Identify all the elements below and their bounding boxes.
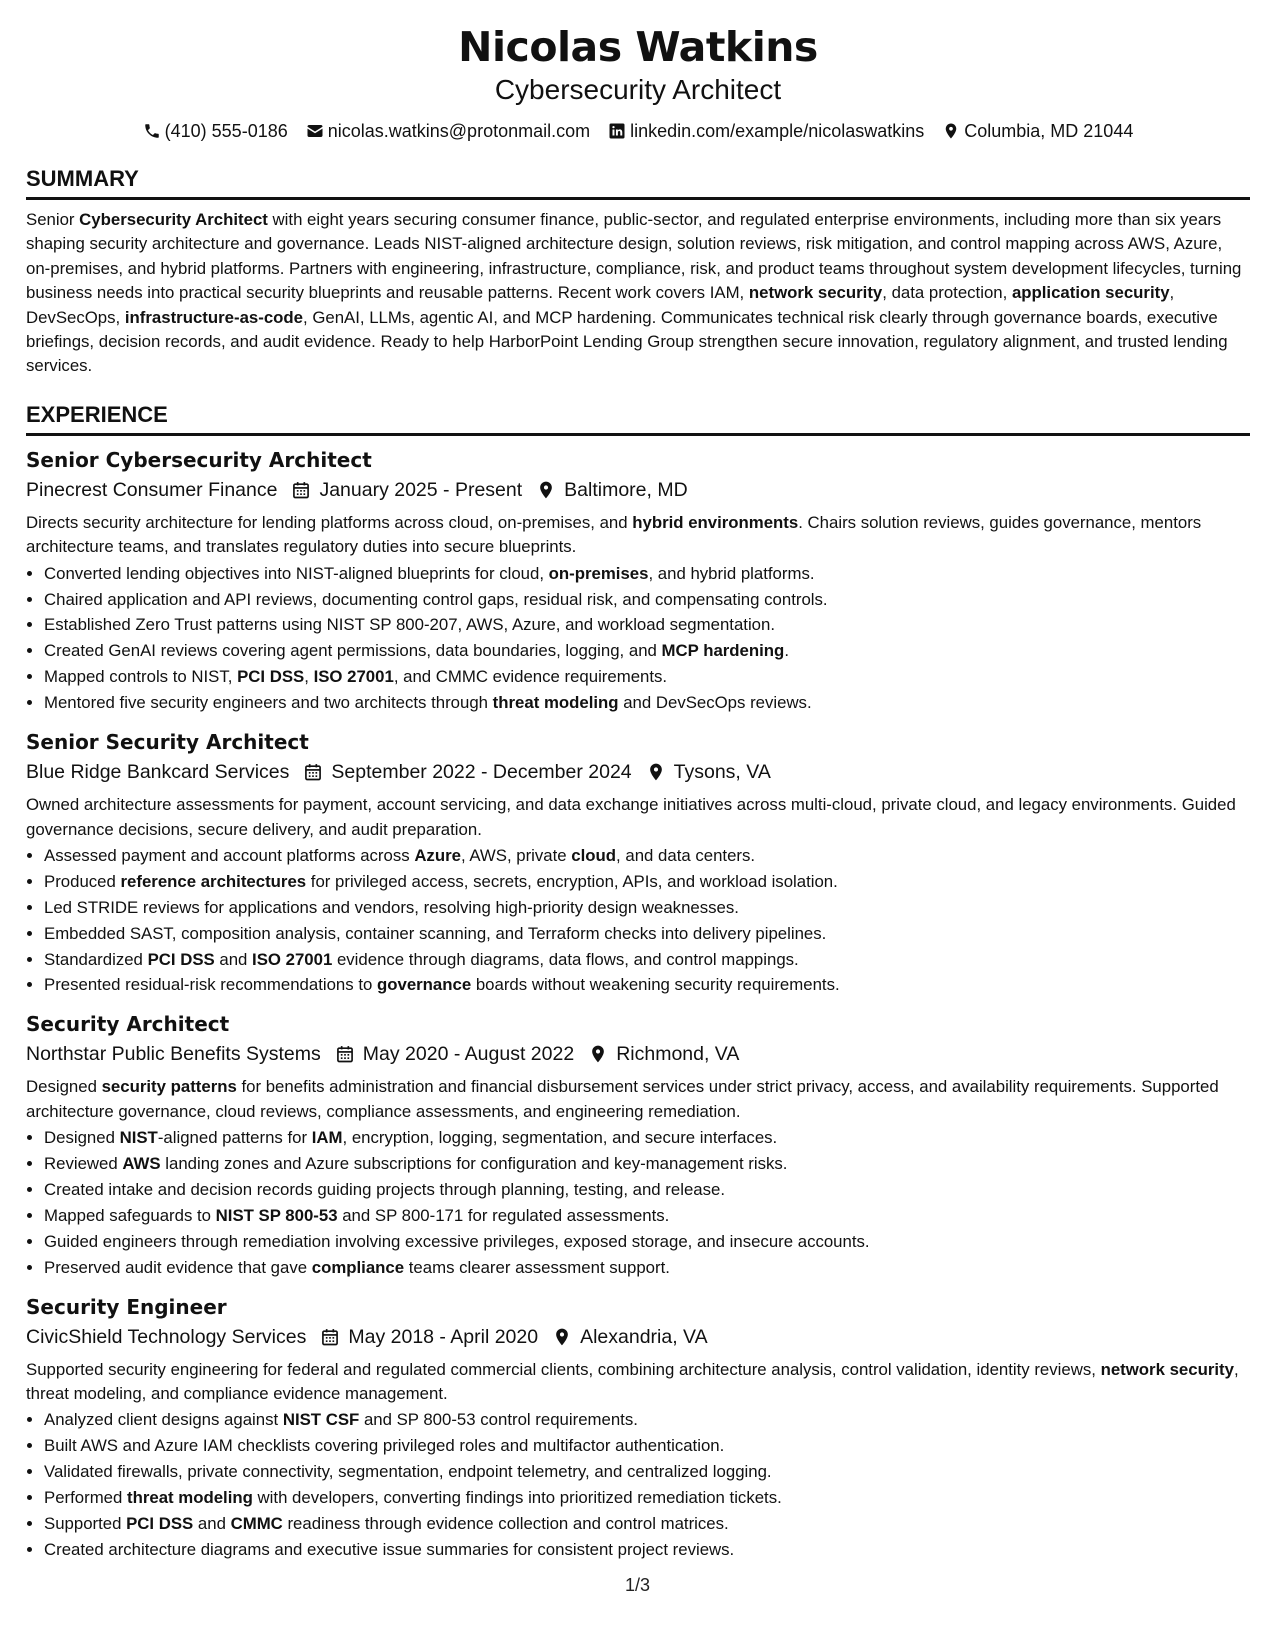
- job-dates: September 2022 - December 2024: [331, 761, 632, 784]
- emphasis-text: IAM: [311, 1128, 343, 1148]
- text-run: Senior: [26, 210, 80, 229]
- bullet-item: [44, 1151, 1250, 1177]
- emphasis-text: NIST: [119, 1128, 158, 1148]
- text-run: Chaired application and API reviews, documenting control gaps, residual risk, and compensating controls.: [44, 589, 828, 609]
- calendar-icon: [320, 1327, 340, 1347]
- map-pin-icon: [942, 122, 960, 140]
- emphasis-text: network security: [748, 283, 883, 303]
- job-meta: [26, 476, 1250, 504]
- job-description: [26, 511, 1250, 560]
- emphasis-text: compliance: [311, 1257, 405, 1277]
- emphasis-text: infrastructure-as-code: [124, 307, 303, 327]
- candidate-role: Cybersecurity Architect: [494, 74, 782, 105]
- job-location: Richmond, VA: [616, 1043, 740, 1066]
- job-title: Senior Cybersecurity Architect: [26, 447, 372, 472]
- text-run: teams clearer assessment support.: [404, 1257, 670, 1277]
- emphasis-text: PCI DSS: [237, 667, 305, 687]
- text-run: Created GenAI reviews covering agent permissions, data boundaries, logging, and: [44, 641, 662, 661]
- candidate-name: Nicolas Watkins: [458, 23, 818, 71]
- job-location: Tysons, VA: [673, 761, 771, 784]
- location-text: Columbia, MD 21044: [964, 121, 1134, 141]
- job-description: [26, 1075, 1250, 1124]
- text-run: , threat modeling, and compliance evidence management.: [26, 1359, 1239, 1403]
- bullet-item: [44, 690, 1250, 716]
- emphasis-text: security patterns: [101, 1077, 237, 1097]
- text-run: Directs security architecture for lending platforms across cloud, on-premises, and: [26, 512, 633, 532]
- text-run: , AWS, private: [460, 845, 572, 865]
- emphasis-text: PCI DSS: [147, 949, 215, 969]
- text-run: Mapped safeguards to: [44, 1205, 216, 1225]
- bullet-item: [44, 869, 1250, 895]
- email-link[interactable]: nicolas.watkins@protonmail.com: [327, 121, 591, 141]
- emphasis-text: network security: [1100, 1359, 1234, 1379]
- bullet-item: [44, 947, 1250, 973]
- bullet-item: [44, 1537, 1250, 1563]
- company-name: Blue Ridge Bankcard Services: [26, 761, 290, 784]
- text-run: Owned architecture assessments for payment, account servicing, and data exchange initiatives across multi-cloud, private cloud, and legacy environments. Guided governance decisions, secure delivery, and audit preparation.: [26, 795, 1236, 839]
- text-run: , encryption, logging, segmentation, and secure interfaces.: [342, 1128, 778, 1148]
- text-run: Produced: [44, 871, 121, 891]
- bullet-item: [44, 1407, 1250, 1433]
- text-run: Embedded SAST, composition analysis, container scanning, and Terraform checks into delivery pipelines.: [44, 923, 827, 943]
- bullet-item: [44, 1433, 1250, 1459]
- calendar-icon: [335, 1044, 355, 1064]
- summary-section: [26, 165, 1250, 379]
- text-run: Built AWS and Azure IAM checklists covering privileged roles and multifactor authentication.: [44, 1436, 725, 1456]
- page-number: 1/3: [624, 1575, 651, 1595]
- emphasis-text: hybrid environments: [632, 512, 799, 532]
- text-run: Mapped controls to NIST,: [44, 667, 238, 687]
- job-location: Baltimore, MD: [564, 478, 688, 501]
- emphasis-text: governance: [376, 975, 472, 995]
- text-run: and SP 800-53 control requirements.: [359, 1410, 638, 1430]
- job-bullets: [26, 1407, 1250, 1562]
- text-run: ,: [304, 667, 314, 687]
- emphasis-text: AWS: [122, 1154, 161, 1174]
- emphasis-text: on-premises: [548, 563, 649, 583]
- text-run: and DevSecOps reviews.: [618, 693, 812, 713]
- section-heading-summary: SUMMARY: [26, 165, 1250, 200]
- job-dates: May 2018 - April 2020: [348, 1325, 539, 1348]
- emphasis-text: Cybersecurity Architect: [79, 210, 268, 229]
- bullet-item: [44, 664, 1250, 690]
- text-run: Reviewed: [44, 1154, 123, 1174]
- bullet-item: [44, 1255, 1250, 1281]
- map-pin-icon: [588, 1044, 608, 1064]
- experience-list: [26, 446, 1250, 1563]
- map-pin-icon: [552, 1327, 572, 1347]
- bullet-item: [44, 1229, 1250, 1255]
- bullet-item: [44, 972, 1250, 998]
- text-run: Led STRIDE reviews for applications and vendors, resolving high-priority design weaknesses.: [44, 897, 739, 917]
- experience-entry: [26, 1293, 1250, 1563]
- text-run: Mentored five security engineers and two architects through: [44, 693, 493, 713]
- emphasis-text: NIST CSF: [282, 1410, 360, 1430]
- job-meta: [26, 758, 1250, 786]
- emphasis-text: ISO 27001: [252, 949, 333, 969]
- bullet-item: [44, 1125, 1250, 1151]
- bullet-item: [44, 1511, 1250, 1537]
- text-run: evidence through diagrams, data flows, and control mappings.: [332, 949, 799, 969]
- text-run: Supported security engineering for federal and regulated commercial clients, combining architecture analysis, control validation, identity reviews,: [26, 1359, 1101, 1379]
- text-run: boards without weakening security requirements.: [471, 975, 840, 995]
- emphasis-text: ISO 27001: [313, 667, 394, 687]
- emphasis-text: application security: [1011, 283, 1170, 303]
- company-name: CivicShield Technology Services: [26, 1325, 307, 1348]
- experience-entry: [26, 728, 1250, 998]
- text-run: Standardized: [44, 949, 148, 969]
- text-run: readiness through evidence collection and control matrices.: [282, 1514, 729, 1534]
- text-run: for benefits administration and financial disbursement services under strict privacy, access, and availability requirements. Supported architecture governance, cloud reviews, compliance assessments, and engineering remediation.: [26, 1077, 1219, 1121]
- linkedin-icon: [608, 122, 626, 140]
- job-meta: [26, 1040, 1250, 1068]
- job-bullets: [26, 561, 1250, 716]
- calendar-icon: [291, 480, 311, 500]
- summary-text: [26, 208, 1250, 379]
- bullet-item: [44, 895, 1250, 921]
- text-run: , and CMMC evidence requirements.: [393, 667, 668, 687]
- job-description: [26, 1358, 1250, 1407]
- text-run: with developers, converting findings into prioritized remediation tickets.: [252, 1488, 782, 1508]
- envelope-icon: [306, 122, 324, 140]
- text-run: Designed: [26, 1077, 102, 1097]
- text-run: , DevSecOps,: [26, 283, 1175, 327]
- text-run: Supported: [44, 1514, 127, 1534]
- bullet-item: [44, 1203, 1250, 1229]
- job-location: Alexandria, VA: [580, 1325, 708, 1348]
- job-title: Security Architect: [26, 1012, 230, 1037]
- job-title: Security Engineer: [26, 1294, 227, 1319]
- emphasis-text: Azure: [414, 845, 461, 865]
- text-run: , and data centers.: [616, 845, 756, 865]
- text-run: .: [784, 641, 789, 661]
- emphasis-text: PCI DSS: [126, 1514, 194, 1534]
- phone-text: (410) 555-0186: [164, 121, 288, 141]
- emphasis-text: NIST SP 800-53: [215, 1205, 338, 1225]
- text-run: for privileged access, secrets, encryption, APIs, and workload isolation.: [306, 871, 838, 891]
- text-run: landing zones and Azure subscriptions for configuration and key-management risks.: [160, 1154, 788, 1174]
- text-run: with eight years securing consumer finance, public-sector, and regulated enterprise environments, including more than six years shaping security architecture and governance. Leads NIST-aligned architecture design, solution reviews, risk mitigation, and control mapping across AWS, Azure, on-premises, and hybrid platforms. Partners with engineering, infrastructure, compliance, risk, and product teams throughout system development lifecycles, turning business needs into practical security blueprints and reusable patterns. Recent work covers IAM,: [26, 210, 1242, 303]
- text-run: , data protection,: [882, 283, 1012, 303]
- text-run: Created architecture diagrams and executive issue summaries for consistent project reviews.: [44, 1539, 735, 1559]
- linkedin-link[interactable]: linkedin.com/example/nicolaswatkins: [630, 121, 925, 141]
- text-run: Presented residual-risk recommendations to: [44, 975, 377, 995]
- bullet-item: [44, 561, 1250, 587]
- resume-header: [26, 22, 1250, 143]
- job-meta: [26, 1323, 1250, 1351]
- text-run: -aligned patterns for: [157, 1128, 312, 1148]
- text-run: Validated firewalls, private connectivity, segmentation, endpoint telemetry, and centralized logging.: [44, 1462, 772, 1482]
- phone-icon: [143, 122, 161, 140]
- text-run: Analyzed client designs against: [44, 1410, 283, 1430]
- contact-linkedin[interactable]: [608, 119, 924, 143]
- text-run: and: [193, 1514, 231, 1534]
- contact-phone: [143, 119, 288, 143]
- bullet-item: [44, 921, 1250, 947]
- bullet-item: [44, 1459, 1250, 1485]
- emphasis-text: MCP hardening: [661, 641, 785, 661]
- emphasis-text: CMMC: [230, 1514, 283, 1534]
- text-run: Guided engineers through remediation involving excessive privileges, exposed storage, and insecure accounts.: [44, 1231, 870, 1251]
- resume-page: [26, 22, 1250, 1563]
- contact-email[interactable]: [306, 119, 590, 143]
- job-bullets: [26, 843, 1250, 998]
- map-pin-icon: [536, 480, 556, 500]
- text-run: Designed: [44, 1128, 120, 1148]
- text-run: , and hybrid platforms.: [648, 563, 815, 583]
- bullet-item: [44, 638, 1250, 664]
- text-run: and SP 800-171 for regulated assessments.: [337, 1205, 670, 1225]
- section-heading-experience: EXPERIENCE: [26, 401, 1250, 436]
- experience-section: [26, 401, 1250, 1563]
- text-run: Created intake and decision records guiding projects through planning, testing, and release.: [44, 1179, 726, 1199]
- job-title: Senior Security Architect: [26, 730, 309, 755]
- map-pin-icon: [646, 762, 666, 782]
- bullet-item: [44, 843, 1250, 869]
- job-dates: May 2020 - August 2022: [362, 1043, 575, 1066]
- emphasis-text: threat modeling: [492, 693, 619, 713]
- text-run: , GenAI, LLMs, agentic AI, and MCP hardening. Communicates technical risk clearly through governance boards, executive briefings, decision records, and audit evidence. Ready to help HarborPoint Lending Group strengthen secure innovation, regulatory alignment, and trusted lending services.: [26, 307, 1228, 376]
- text-run: Established Zero Trust patterns using NIST SP 800-207, AWS, Azure, and workload segmentation.: [44, 615, 775, 635]
- text-run: Preserved audit evidence that gave: [44, 1257, 312, 1277]
- emphasis-text: threat modeling: [127, 1488, 253, 1508]
- job-bullets: [26, 1125, 1250, 1280]
- bullet-item: [44, 587, 1250, 613]
- experience-entry: [26, 446, 1250, 716]
- company-name: Pinecrest Consumer Finance: [26, 478, 278, 501]
- experience-entry: [26, 1010, 1250, 1280]
- emphasis-text: reference architectures: [120, 871, 307, 891]
- contact-bar: [26, 119, 1250, 143]
- job-description: [26, 793, 1250, 842]
- text-run: Converted lending objectives into NIST-aligned blueprints for cloud,: [44, 563, 549, 583]
- text-run: Assessed payment and account platforms across: [44, 845, 415, 865]
- bullet-item: [44, 1177, 1250, 1203]
- job-dates: January 2025 - Present: [319, 478, 523, 501]
- emphasis-text: cloud: [571, 845, 617, 865]
- company-name: Northstar Public Benefits Systems: [26, 1043, 321, 1066]
- bullet-item: [44, 612, 1250, 638]
- text-run: . Chairs solution reviews, guides governance, mentors architecture teams, and translates regulatory duties into secure blueprints.: [26, 512, 1202, 557]
- bullet-item: [44, 1485, 1250, 1511]
- contact-location: [942, 119, 1133, 143]
- text-run: and: [214, 949, 253, 969]
- text-run: Performed: [44, 1488, 128, 1508]
- calendar-icon: [303, 762, 323, 782]
